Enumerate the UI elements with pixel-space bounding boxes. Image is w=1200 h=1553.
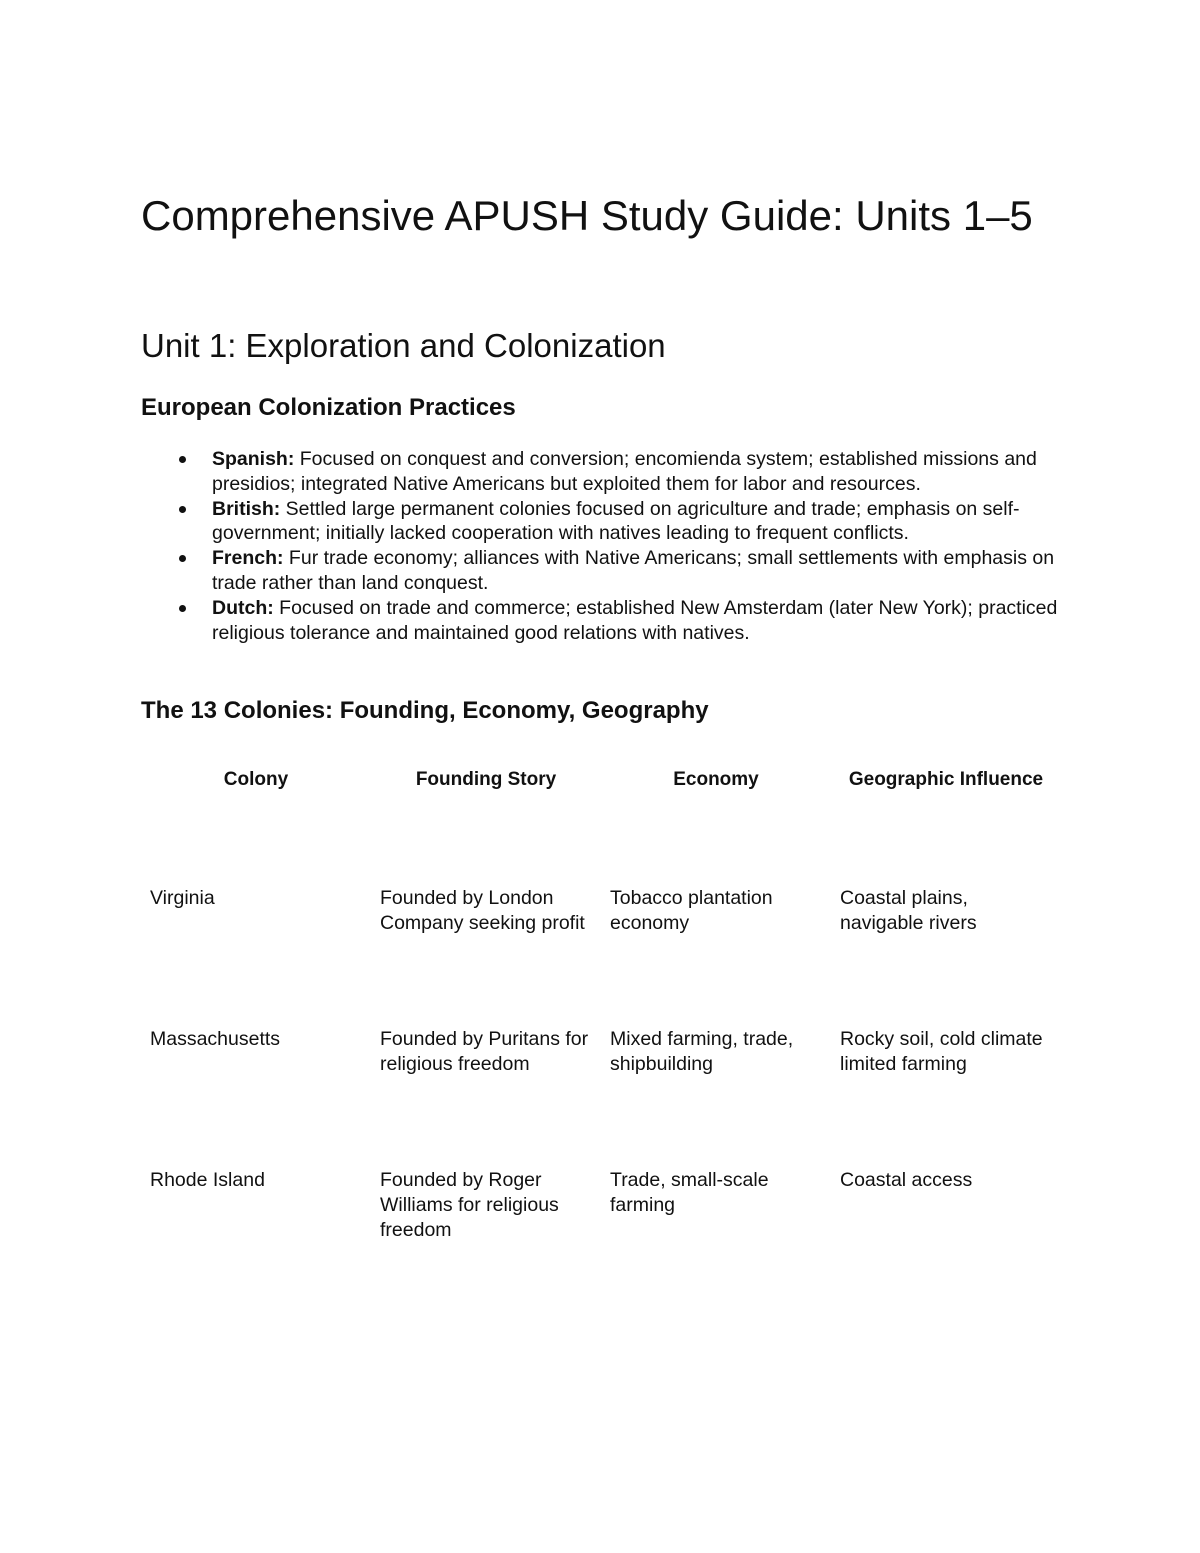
document-title: Comprehensive APUSH Study Guide: Units 1–5 <box>141 192 1033 239</box>
table-cell <box>141 1144 371 1285</box>
table-header-row <box>141 766 1061 862</box>
bullet-icon <box>179 506 186 513</box>
founding-story: Founded by London Company seeking profit <box>380 887 585 934</box>
column-header: Geographic Influence <box>848 769 1044 790</box>
table-cell <box>371 1003 601 1144</box>
column-header: Founding Story <box>415 769 557 790</box>
table-cell <box>141 862 371 1003</box>
practice-text: Settled large permanent colonies focused on agriculture and trade; emphasis on self-government; initially lacked cooperation with natives leading to frequent conflicts. <box>212 497 1020 545</box>
table-cell <box>831 862 1061 1003</box>
table-cell <box>141 1003 371 1144</box>
table-cell <box>601 862 831 1003</box>
list-item <box>141 497 1071 547</box>
practices-heading: European Colonization Practices <box>141 394 516 421</box>
practices-list <box>141 447 1071 645</box>
table-row <box>141 1144 1061 1285</box>
geographic-influence: Rocky soil, cold climate limited farming <box>840 1028 1043 1075</box>
founding-story: Founded by Puritans for religious freedom <box>380 1028 589 1075</box>
geographic-influence: Coastal access <box>840 1169 973 1191</box>
table-cell <box>601 1144 831 1285</box>
bullet-icon <box>179 555 186 562</box>
practice-text: Fur trade economy; alliances with Native Americans; small settlements with emphasis on trade rather than land conquest. <box>212 547 1055 594</box>
list-item <box>141 447 1071 497</box>
table-cell <box>601 1003 831 1144</box>
table-cell <box>371 862 601 1003</box>
column-header: Colony <box>223 769 289 790</box>
colonies-heading: The 13 Colonies: Founding, Economy, Geography <box>141 697 709 724</box>
geographic-influence: Coastal plains, navigable rivers <box>840 887 977 934</box>
practice-text: Focused on conquest and conversion; encomienda system; established missions and presidios; integrated Native Americans but exploited them for labor and resources. <box>212 448 1037 495</box>
table-row <box>141 862 1061 1003</box>
table-cell <box>831 1144 1061 1285</box>
list-item <box>141 596 1071 646</box>
practice-term: Spanish: <box>212 448 295 470</box>
economy: Trade, small-scale farming <box>610 1169 769 1216</box>
colonies-table <box>141 766 1061 1285</box>
founding-story: Founded by Roger Williams for religious freedom <box>380 1169 559 1241</box>
table-row <box>141 1003 1061 1144</box>
table-cell <box>371 1144 601 1285</box>
table-cell <box>831 1003 1061 1144</box>
column-header: Economy <box>673 769 759 790</box>
unit-heading: Unit 1: Exploration and Colonization <box>141 327 666 364</box>
practice-term: French: <box>212 547 284 570</box>
bullet-icon <box>179 605 186 612</box>
economy: Mixed farming, trade, shipbuilding <box>610 1028 794 1075</box>
bullet-icon <box>179 456 186 463</box>
colony-name: Massachusetts <box>150 1028 281 1050</box>
practice-term: Dutch: <box>212 596 274 619</box>
colony-name: Rhode Island <box>150 1169 265 1191</box>
practice-term: British: <box>212 497 281 520</box>
practice-text: Focused on trade and commerce; established New Amsterdam (later New York); practiced religious tolerance and maintained good relations with natives. <box>212 596 1058 644</box>
colony-name: Virginia <box>150 887 215 909</box>
economy: Tobacco plantation economy <box>610 887 773 934</box>
list-item <box>141 546 1071 596</box>
